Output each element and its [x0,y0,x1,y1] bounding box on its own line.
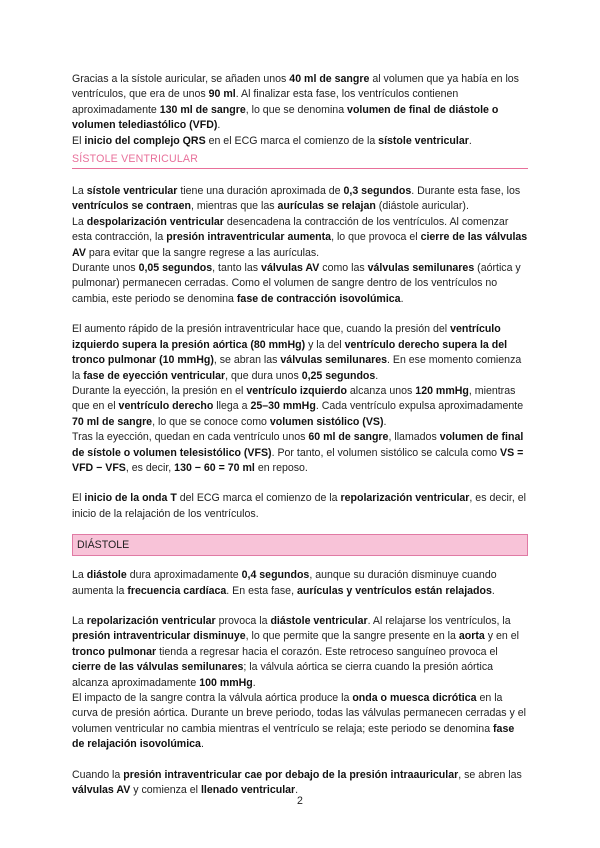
text-run: para evitar que la sangre regrese a las aurículas. [85,246,320,259]
text-run: (diástole auricular). [375,200,469,213]
bold-text: 0,25 segundos [301,369,376,382]
text-run: y la del [305,338,345,351]
bold-text: válvulas semilunares [280,354,387,367]
bold-text: aurículas se relajan [277,200,376,213]
paragraph [72,72,528,134]
paragraph [72,215,528,261]
text-run: alcanza unos [346,384,416,397]
bold-text: frecuencia cardíaca [127,584,227,597]
bold-text: presión intraventricular cae por debajo de la presión intraauricular [123,768,459,781]
bold-text: fase de contracción isovolúmica [236,292,401,305]
paragraph [72,261,528,307]
bold-text: cierre de las válvulas AV [72,231,528,259]
text-run: del ECG marca el comienzo de la [176,492,341,505]
paragraph [72,691,528,753]
document-page [72,72,528,798]
text-run: El impacto de la sangre contra la válvula aórtica produce la [72,692,353,704]
text-run: , es decir, [125,461,175,474]
text-run: . [468,134,472,147]
bold-text: 0,3 segundos [343,185,412,198]
text-run: como las [319,262,368,275]
paragraph [72,491,528,522]
text-run: ; la válvula aórtica se cierra cuando la presión aórtica alcanza aproximadamente [72,661,494,689]
text-run: , mientras que en el [72,384,516,413]
bold-text: presión intraventricular disminuye [72,630,246,643]
paragraph [72,384,528,430]
text-run: Durante unos [72,262,139,275]
section-heading-sistole: SÍSTOLE VENTRICULAR [72,153,528,169]
text-run: . [200,738,204,751]
bold-text: válvulas AV [261,262,320,275]
text-run: , aunque su duración disminuye cuando aumenta la [72,569,497,597]
bold-text: inicio de la onda T [84,492,177,505]
bold-text: despolarización ventricular [86,215,224,228]
text-run: en el ECG marca el comienzo de la [205,134,379,147]
text-run: al volumen que ya había en los ventrículos, que era de unos [72,73,519,101]
text-run: , mientras que las [190,200,278,213]
bold-text: volumen de final de diástole o volumen telediastólico (VFD) [72,103,499,132]
text-run: . Al relajarse los ventrículos, la [367,614,511,627]
bold-text: ventrículo izquierdo supera la presión aórtica (80 mmHg) [72,323,501,351]
bold-text: 0,05 segundos [138,262,213,275]
bold-text: tronco pulmonar [72,645,157,658]
paragraph [72,184,528,215]
diastole-block [72,568,528,798]
bold-text: volumen de final de sístole o volumen telesistólico (VFS) [72,431,524,459]
bold-text: 100 mmHg [199,676,253,689]
text-run: . Por tanto, el volumen sistólico se calcula como [271,446,501,459]
text-run: . Durante esta fase, los [411,185,521,198]
text-run: Gracias a la sístole auricular, se añaden unos [72,73,290,85]
bold-text: 130 ml de sangre [159,103,246,116]
bold-text: válvulas semilunares [367,262,475,275]
bold-text: válvulas AV [72,784,131,797]
bold-text: 120 mmHg [415,384,469,397]
text-run: El [72,134,85,147]
text-run: . [375,369,379,382]
text-run: , es decir, el inicio de la relajación de los ventrículos. [72,492,526,520]
text-run: , lo que permite que la sangre presente en la [245,630,459,643]
bold-text: ventrículos se contraen [72,200,191,213]
bold-text: fase de eyección ventricular [83,369,226,382]
text-run: La [72,215,87,228]
text-run: Cuando la [72,768,124,781]
bold-text: 60 ml de sangre [308,431,389,444]
bold-text: fase de relajación isovolúmica [72,722,515,751]
text-run: La [72,569,87,582]
bold-text: diástole ventricular [270,614,368,627]
text-run: El aumento rápido de la presión intraventricular hace que, cuando la presión del [72,323,451,336]
bold-text: 25–30 mmHg [250,400,316,413]
text-run: El [72,492,85,505]
bold-text: ventrículo izquierdo [246,384,347,397]
bold-text: diástole [86,569,127,582]
bold-text: 130 − 60 = 70 ml [174,461,255,474]
bold-text: cierre de las válvulas semilunares [72,661,244,674]
bold-text: inicio del complejo QRS [84,134,206,147]
bold-text: aorta [458,630,485,643]
bold-text: repolarización ventricular [86,614,216,627]
bold-text: ventrículo derecho supera la del tronco pulmonar (10 mmHg) [72,338,508,367]
paragraph [72,568,528,599]
sistole-block [72,184,528,522]
bold-text: ventrículo derecho [118,400,214,413]
bold-text: onda o muesca dicrótica [352,692,477,704]
paragraph [72,322,528,384]
text-run: La [72,614,87,627]
bold-text: 40 ml de sangre [289,73,370,85]
text-run: . [252,676,256,689]
text-run: , tanto las [212,262,262,275]
text-run: . En esta fase, [226,584,297,597]
text-run: , lo que se conoce como [152,415,270,428]
text-run: . [217,119,221,132]
text-run: . [383,415,387,428]
bold-text: volumen sistólico (VS) [269,415,384,428]
text-run: . Cada ventrículo expulsa aproximadamente [315,400,524,413]
text-run: . [400,292,404,305]
bold-text: 70 ml de sangre [72,415,153,428]
bold-text: repolarización ventricular [340,492,470,505]
paragraph [72,430,528,476]
text-run: desencadena la contracción de los ventrículos. Al comenzar esta contracción, la [72,215,509,244]
bold-text: sístole ventricular [378,134,469,147]
bold-text: aurículas y ventrículos están relajados [296,584,492,597]
text-run: , lo que se denomina [245,103,348,116]
text-run: en la curva de presión aórtica. Durante un breve periodo, todas las válvulas permanecen cerradas y el volumen ventricular no cambia mientras el ventrículo se relaja; este periodo se denomina [72,692,527,735]
text-run: , llamados [388,431,440,444]
text-run: Tras la eyección, quedan en cada ventrículo unos [72,431,309,444]
text-run: , lo que provoca el [331,231,421,244]
text-run: y en el [484,630,519,643]
text-run: . [491,584,495,597]
text-run: . [295,784,299,797]
text-run: , se abran las [213,354,281,367]
bold-text: presión intraventricular aumenta [166,231,332,244]
text-run: en reposo. [254,461,308,474]
text-run: tiene una duración aproximada de [177,185,344,198]
text-run: . En ese momento comienza la [72,354,522,382]
paragraph [72,134,528,149]
text-run: dura aproximadamente [126,569,242,582]
bold-text: 90 ml [208,88,236,101]
intro-block [72,72,528,149]
bold-text: VS = VFD − VFS [72,446,524,474]
text-run: y comienza el [130,784,201,797]
bold-text: 0,4 segundos [241,569,310,582]
paragraph [72,768,528,799]
bold-text: llenado ventricular [200,784,296,797]
text-run: provoca la [215,614,271,627]
page-number: 2 [297,795,303,807]
text-run: llega a [213,400,251,413]
bold-text: sístole ventricular [86,185,178,198]
text-run: Durante la eyección, la presión en el [72,384,247,397]
paragraph [72,614,528,691]
text-run: , que dura unos [225,369,302,382]
section-heading-diastole: DIÁSTOLE [72,534,528,556]
text-run: , se abren las [458,768,522,781]
text-run: (aórtica y pulmonar) permanecen cerradas. Como el volumen de sangre dentro de los ventrículos no cambia, este periodo se denomina [72,262,521,305]
text-run: . Al finalizar esta fase, los ventrículos contienen aproximadamente [72,88,459,116]
text-run: La [72,185,87,198]
text-run: tienda a regresar hacia el corazón. Este retroceso sanguíneo provoca el [156,645,498,658]
